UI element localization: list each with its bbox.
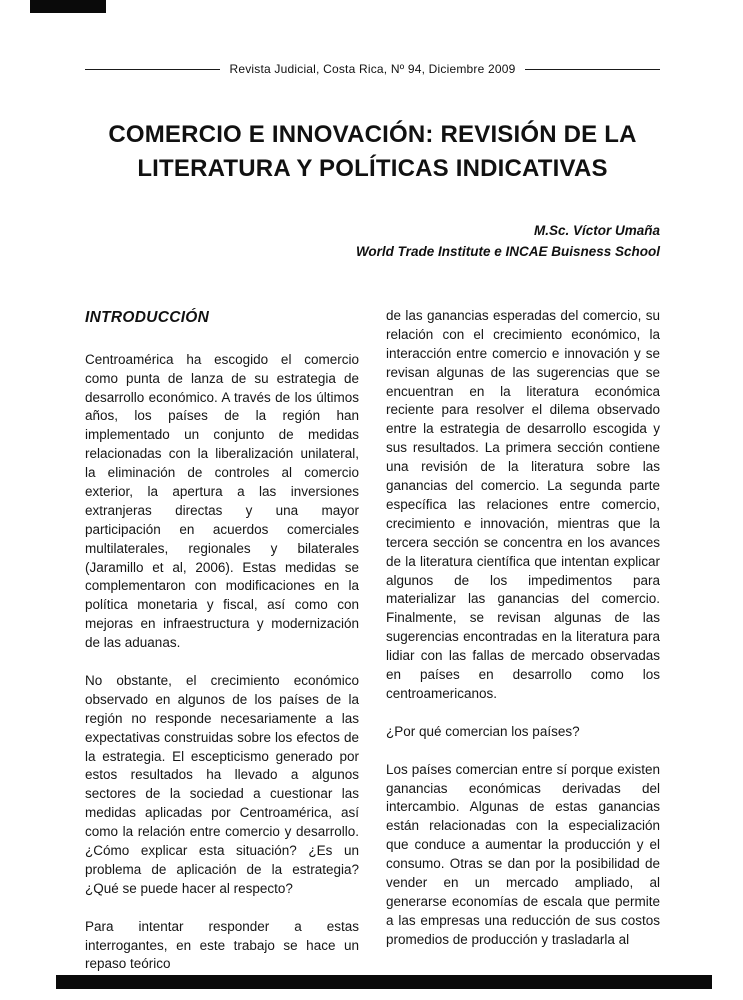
bottom-print-bar (56, 975, 712, 989)
header-rule-right (525, 69, 660, 70)
author-block (85, 221, 660, 263)
right-column (386, 307, 660, 993)
article-title-line2: LITERATURA Y POLÍTICAS INDICATIVAS (137, 154, 608, 182)
paragraph: No obstante, el crecimiento económico observado en algunos de los países de la región no responde necesariamente a las expectativas construidas sobre los efectos de la estrategia. El escepticismo generado por estos resultados ha llevado a algunos sectores de la sociedad a cuestionar las medidas aplicadas por Centroamérica, así como la relación entre comercio y desarrollo. ¿Cómo explicar esta situación? ¿Es un problema de aplicación de la estrategia? ¿Qué se puede hacer al respecto? (85, 672, 359, 896)
journal-header (85, 62, 660, 76)
section-heading-introduccion: INTRODUCCIÓN (85, 309, 210, 327)
left-column (85, 307, 359, 993)
paragraph: Para intentar responder a estas interrogantes, en este trabajo se hace un repaso teórico (85, 918, 359, 972)
two-column-body (85, 307, 660, 993)
header-rule-left (85, 69, 220, 70)
paragraph: Centroamérica ha escogido el comercio como punta de lanza de su estrategia de desarrollo económico. A través de los últimos años, los países de la región han implementado un conjunto de medidas relacionadas con la liberalización unilateral, la eliminación de controles al comercio exterior, la apertura a las inversiones extranjeras directas y una mayor participación en acuerdos comerciales multilaterales, regionales y bilaterales (Jaramillo et al, 2006). Estas medidas se complementaron con modificaciones en la política monetaria y fiscal, así como con mejoras en infraestructura y modernización de las aduanas. (85, 351, 359, 651)
journal-header-text: Revista Judicial, Costa Rica, Nº 94, Diciembre 2009 (229, 62, 516, 76)
article-title (85, 118, 660, 185)
article-title-line1: COMERCIO E INNOVACIÓN: REVISIÓN DE LA (108, 121, 637, 148)
author-name: M.Sc. Víctor Umaña (533, 223, 660, 239)
paragraph: de las ganancias esperadas del comercio, su relación con el crecimiento económico, la interacción entre comercio e innovación y se revisan algunas de las sugerencias que se encuentran en la literatura económica reciente para resolver el dilema observado entre la estrategia de desarrollo escogida y sus resultados. La primera sección contiene una revisión de la literatura sobre las ganancias del comercio. La segunda parte específica las relaciones entre comercio, crecimiento e innovación, mientras que la tercera sección se concentra en los avances de la literatura científica que intentan explicar algunos de los impedimentos para materializar las ganancias del comercio. Finalmente, se revisan algunas de las sugerencias encontradas en la literatura para lidiar con las fallas de mercado observadas en países en desarrollo como los centroamericanos. (386, 308, 660, 701)
paragraph: Los países comercian entre sí porque existen ganancias económicas derivadas del intercambio. Algunas de estas ganancias están relacionadas con la especialización que conduce a aumentar la producción y el consumo. Otras se dan por la posibilidad de vender en un mercado ampliado, al generarse economías de escala que permite a las empresas una reducción de sus costos promedios de producción y trasladarla al (386, 761, 660, 947)
question-subheading: ¿Por qué comercian los países? (386, 723, 580, 739)
author-affiliation: World Trade Institute e INCAE Buisness School (355, 244, 660, 260)
top-left-print-mark (30, 0, 106, 13)
